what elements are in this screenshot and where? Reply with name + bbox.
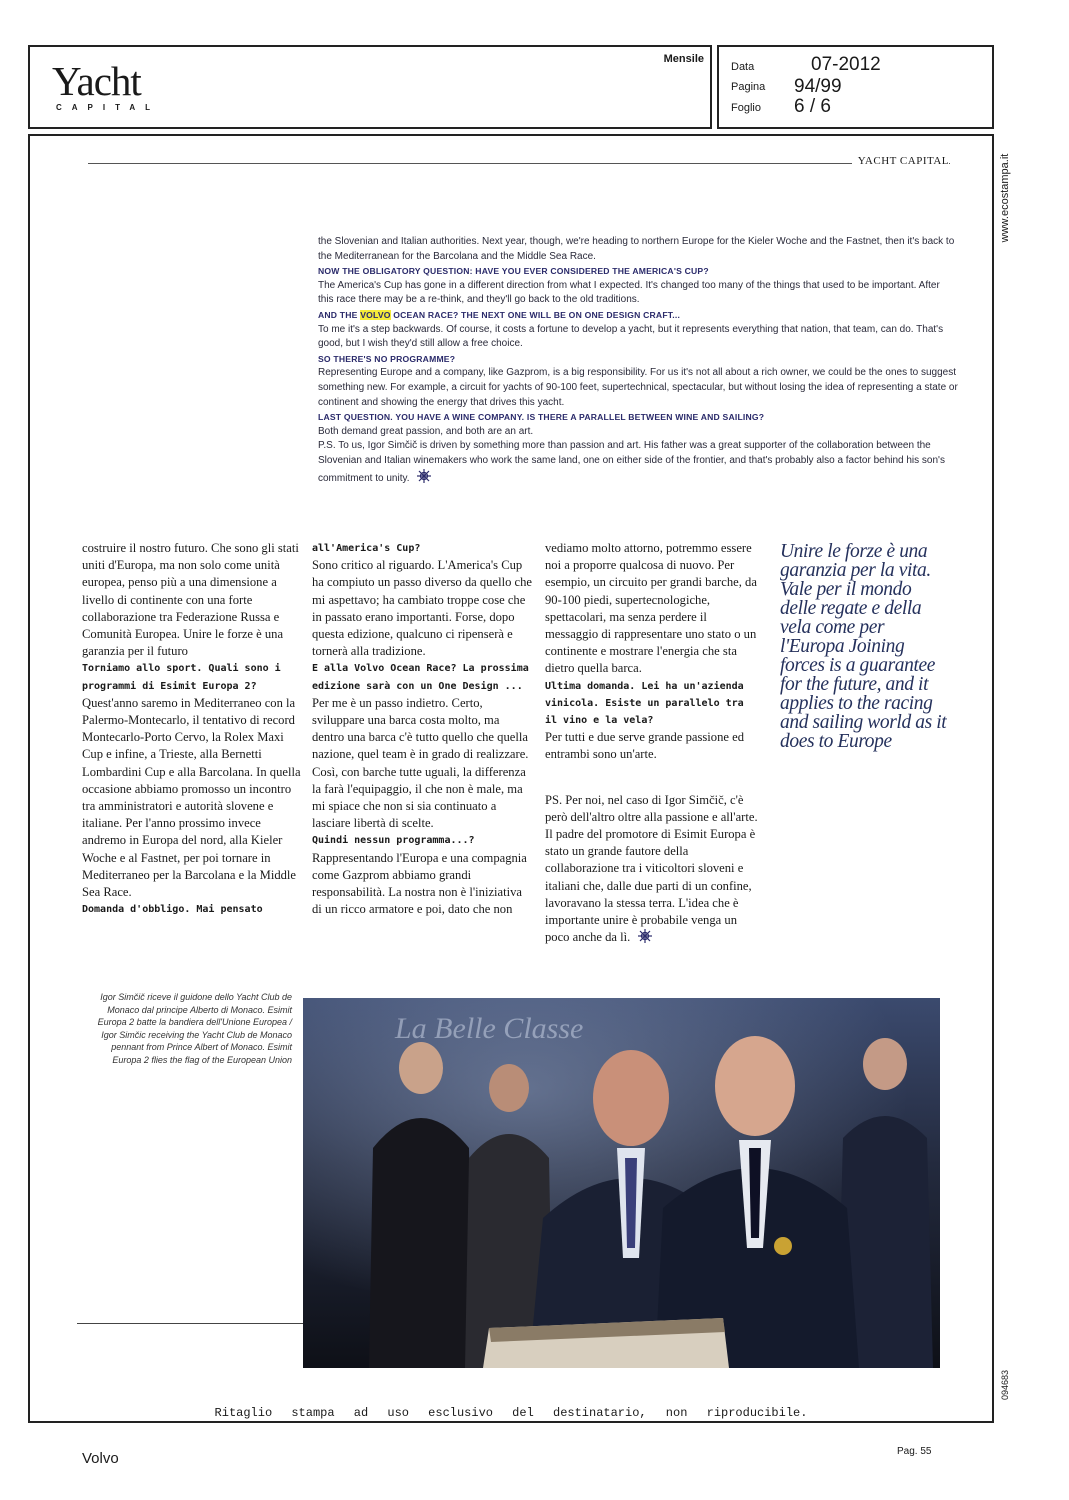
question: Ultima domanda. Lei ha un'azienda vinicola. Esiste un parallelo tra il vino e la vela? bbox=[545, 680, 744, 727]
meta-value: 94/99 bbox=[794, 76, 842, 97]
page-number: Pag. 55 bbox=[897, 1446, 932, 1457]
photo-illustration bbox=[303, 998, 940, 1368]
frequency-label: Mensile bbox=[663, 53, 704, 65]
running-head: YACHT CAPITAL bbox=[852, 155, 949, 167]
side-code: 094683 bbox=[1000, 1369, 1010, 1401]
paragraph: The America's Cup has gone in a different direction from what I expected. It's changed too many of the things that used to be important. After this race there may be a re-think, and they'll go back to the old traditions. bbox=[318, 279, 940, 306]
article-photo bbox=[303, 998, 940, 1368]
question: E alla Volvo Ocean Race? La prossima edizione sarà con un One Design ... bbox=[312, 663, 529, 692]
paragraph: vediamo molto attorno, potremmo essere noi a proporre qualcosa di nuovo. Per esempio, un circuito per grandi barche, da 90-100 piedi, supertecnologiche, spettacolari, ma senza perdere il messaggio di rappresentare uno stato o un continente e mostrare l'energia che sta dietro quella barca. bbox=[545, 541, 757, 676]
client-name: Volvo bbox=[82, 1450, 119, 1467]
end-mark-icon bbox=[637, 929, 653, 943]
paragraph: Per tutti e due serve grande passione ed entrambi sono un'arte. bbox=[545, 730, 744, 762]
paragraph: P.S. To us, Igor Simčič is driven by something more than passion and art. His father was a great supporter of the collaboration between the Slovenian and Italian winemakers who work the same land, one on either side of the frontier, and that's probably also a factor behind his son's commitment to unity. bbox=[318, 440, 945, 484]
meta-label: Data bbox=[731, 61, 755, 73]
highlight-volvo: VOLVO bbox=[360, 309, 391, 320]
italian-column-2 bbox=[312, 540, 532, 918]
question: Domanda d'obbligo. Mai pensato bbox=[82, 904, 263, 916]
question: Quindi nessun programma...? bbox=[312, 835, 475, 847]
paragraph: the Slovenian and Italian authorities. Next year, though, we're heading to northern Europe for the Kieler Woche and the Fastnet, then it's back to the Mediterranean for the Barcolana and the Middle Sea Race. bbox=[318, 236, 955, 262]
meta-value: 07-2012 bbox=[811, 54, 881, 75]
paragraph: PS. Per noi, nel caso di Igor Simčič, c'è però dell'altro oltre alla passione e all'arte. Il padre del promotore di Esimit Europa è stato un grande fautore della collaborazione tra i viticoltori sloveni e italiani che, dalle due parti di un confine, lavoravano la stessa terra. L'idea che è importante unire è probabile venga un poco anche da lì. bbox=[545, 792, 758, 945]
question: AND THE VOLVO OCEAN RACE? THE NEXT ONE WILL BE ON ONE DESIGN CRAFT... bbox=[318, 309, 681, 320]
magazine-logo-subtitle: CAPITAL bbox=[56, 103, 161, 112]
clipping-disclaimer: Ritaglio stampa ad uso esclusivo del destinatario, non riproducibile. bbox=[214, 1406, 808, 1420]
question: all'America's Cup? bbox=[312, 543, 421, 554]
paragraph: Rappresentando l'Europa e una compagnia come Gazprom abbiamo grandi responsabilità. La nostra non è l'iniziativa di un ricco armatore e poi, dato che non bbox=[312, 850, 527, 917]
paragraph: Representing Europe and a company, like Gazprom, is a big responsibility. For us it's not all about a rich owner, we could be the ones to suggest something new. For example, a circuit for yachts of 90-100 feet, supertechnical, spectacular, but without losing the idea of representing a state or continent and showing the energy that drives this yacht. bbox=[318, 367, 958, 408]
italian-column-3 bbox=[545, 540, 760, 946]
meta-label: Pagina bbox=[731, 81, 766, 93]
italian-column-1 bbox=[82, 540, 302, 918]
question: LAST QUESTION. YOU HAVE A WINE COMPANY. IS THERE A PARALLEL BETWEEN WINE AND SAILING? bbox=[318, 412, 765, 423]
side-url: www.ecostampa.it bbox=[999, 153, 1011, 243]
running-head-rule bbox=[88, 163, 950, 164]
magazine-logo: Yacht bbox=[52, 58, 141, 104]
paragraph: costruire il nostro futuro. Che sono gli stati uniti d'Europa, ma non solo come unità europea, penso più a una dimensione a livello di continente con una forte collaborazione tra Federazione Russa e Comunità Europea. Unire le forze è una garanzia per il futuro bbox=[82, 541, 299, 659]
paragraph: To me it's a step backwards. Of course, it costs a fortune to develop a yacht, but it represents everything that nation, that team, can do. That's good, but I wish they'd still allow a free choice. bbox=[318, 323, 944, 350]
meta-label: Foglio bbox=[731, 102, 761, 114]
paragraph: Per me è un passo indietro. Certo, sviluppare una barca costa molto, ma dentro una barca c'è tutto quello che quella nazione, quel team è in grado di realizzare. Così, con barche tutte uguali, la differenza la farà l'equipaggio, il che non è male, ma mi spiace che non si sia continuato a lasciare libertà di scelte. bbox=[312, 695, 529, 831]
english-article-text bbox=[318, 235, 958, 486]
pull-quote: Unire le forze è una garanzia per la vita. Vale per il mondo delle regate e della vela come per l'Europa Joining forces is a guarantee for the future, and it applies to the racing and sailing world as it does to Europe bbox=[780, 541, 947, 752]
paragraph: Both demand great passion, and both are an art. bbox=[318, 425, 534, 437]
paragraph: Sono critico al riguardo. L'America's Cup ha compiuto un passo diverso da quello che mi aspettavo; ha cambiato troppe cose che in passato erano importanti. Forse, dopo questa edizione, qualcuno ci ripenserà e tornerà alla tradizione. bbox=[312, 558, 532, 659]
paragraph: Quest'anno saremo in Mediterraneo con la Palermo-Montecarlo, il tentativo di record Montecarlo-Porto Cervo, la Rolex Maxi Cup e infine, a Trieste, alla Bernetti Lombardini Cup e alla Barcolana. In quella occasione abbiamo promosso un incontro tra amministratori e autorità slovene e italiane. Per l'anno prossimo invece andremo in Europa del nord, alla Kieler Woche e al Fastnet, per poi tornare in Mediterraneo per la Barcolana e la Middle Sea Race. bbox=[82, 695, 301, 900]
caption-rule bbox=[77, 1323, 303, 1324]
masthead-box bbox=[28, 45, 712, 129]
question: NOW THE OBLIGATORY QUESTION: HAVE YOU EVER CONSIDERED THE AMERICA'S CUP? bbox=[318, 266, 709, 277]
question: SO THERE'S NO PROGRAMME? bbox=[318, 353, 456, 364]
photo-caption: Igor Simčič riceve il guidone dello Yacht Club de Monaco dal principe Alberto di Monaco. Esimit Europa 2 batte la bandiera dell'Unione Europea / Igor Simčic receiving the Yacht Club de Monaco pennant from Prince Albert of Monaco. Esimit Europa 2 flies the flag of the European Union bbox=[97, 992, 292, 1065]
question: Torniamo allo sport. Quali sono i programmi di Esimit Europa 2? bbox=[82, 663, 281, 692]
clipping-meta-box bbox=[717, 45, 994, 129]
photo-banner-text: La Belle Classe bbox=[395, 1012, 584, 1045]
meta-value: 6 / 6 bbox=[794, 96, 831, 117]
end-mark-icon bbox=[416, 469, 432, 483]
